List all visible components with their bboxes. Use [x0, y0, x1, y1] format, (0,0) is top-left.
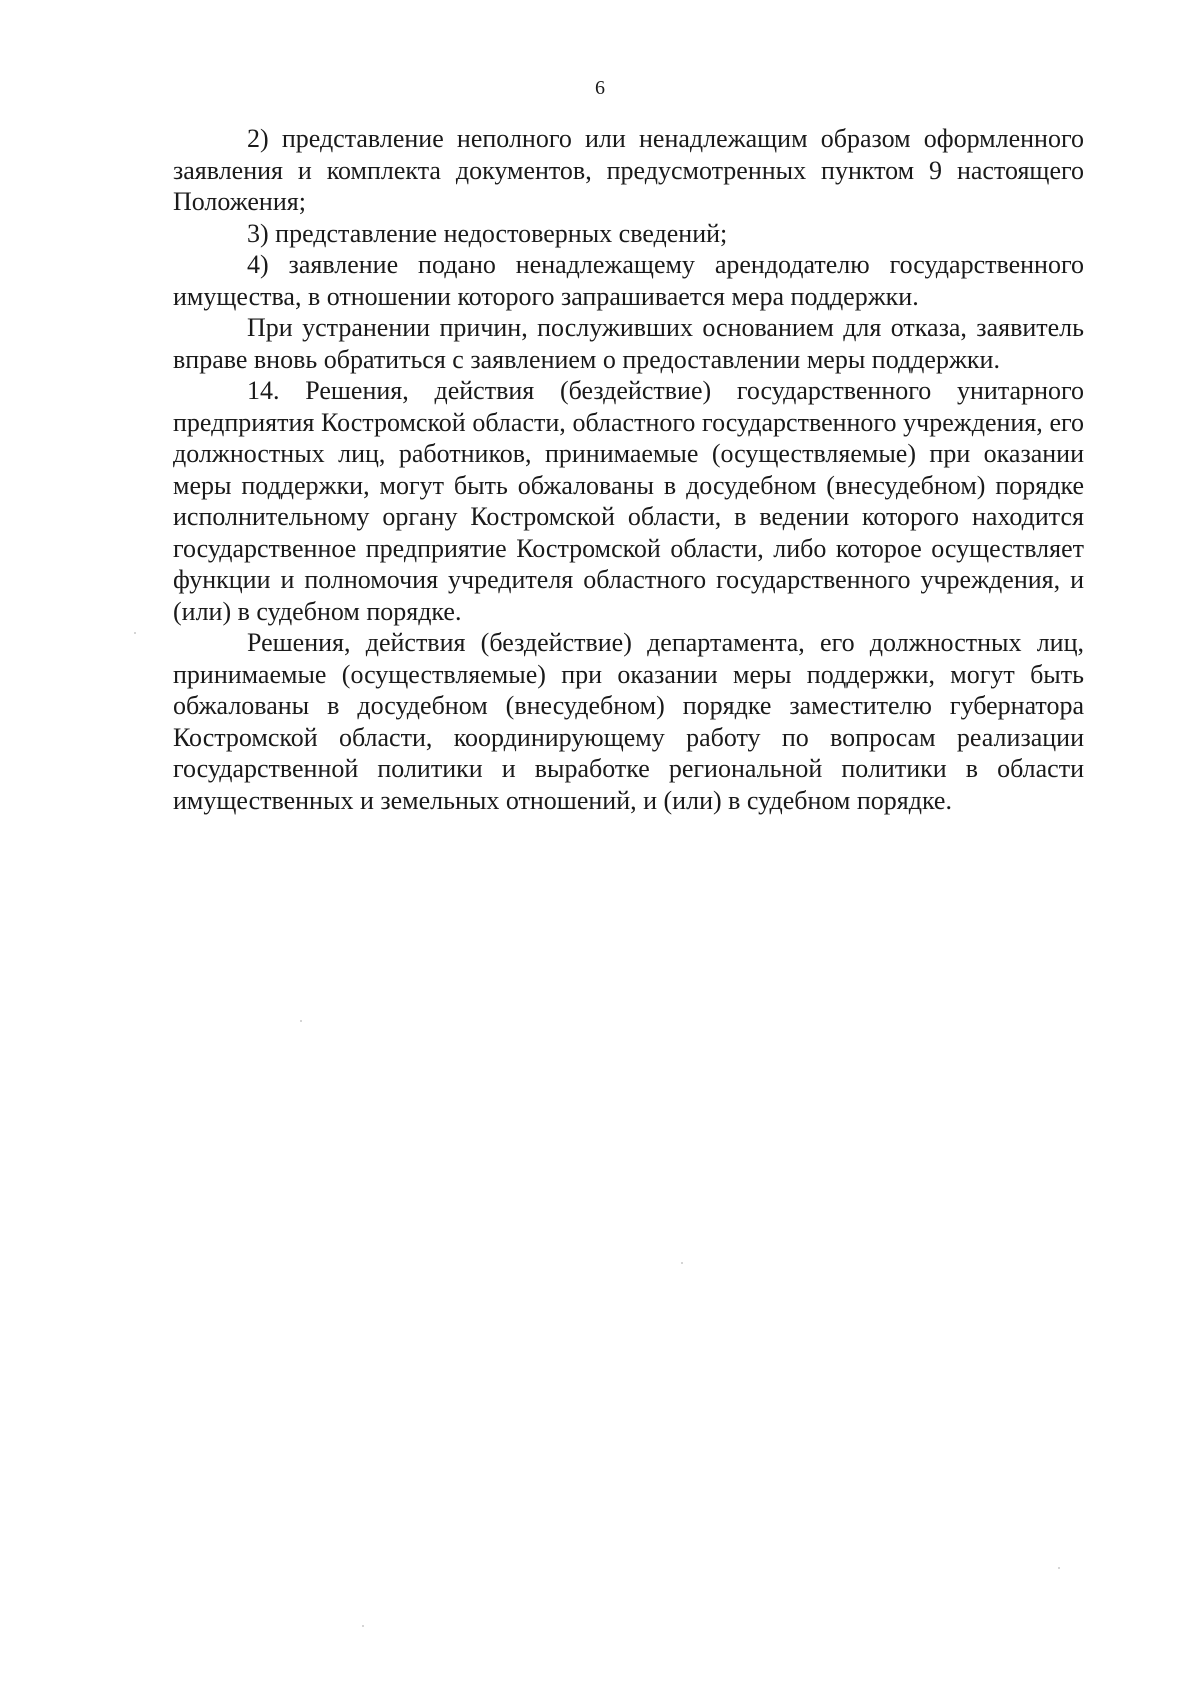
scan-artifact	[134, 632, 136, 634]
page-number: 6	[595, 77, 605, 99]
document-body	[173, 123, 1084, 816]
scan-artifact	[362, 1625, 364, 1627]
scan-artifact	[300, 1020, 302, 1022]
list-item-reason-3: 3) представление недостоверных сведений;	[247, 218, 728, 248]
scan-artifact	[1058, 1567, 1060, 1569]
list-item-reason-2: 2) представление неполного или ненадлежащим образом оформленного заявления и комплекта документов, предусмотренных пунктом 9 настоящего Положения;	[173, 124, 1084, 216]
paragraph-department-appeal: Решения, действия (бездействие) департамента, его должностных лиц, принимаемые (осуществляемые) при оказании меры поддержки, могут быть обжалованы в досудебном (внесудебном) порядке заместителю губернатора Костромской области, координирующему работу по вопросам реализации государственной политики и выработке региональной политики в области имущественных и земельных отношений, и (или) в судебном порядке.	[173, 628, 1084, 815]
paragraph-reapply: При устранении причин, послуживших основанием для отказа, заявитель вправе вновь обратиться с заявлением о предоставлении меры поддержки.	[173, 313, 1084, 374]
list-item-reason-4: 4) заявление подано ненадлежащему арендодателю государственного имущества, в отношении которого запрашивается мера поддержки.	[173, 250, 1084, 311]
scan-artifact	[681, 1262, 683, 1264]
paragraph-section-14: 14. Решения, действия (бездействие) государственного унитарного предприятия Костромской области, областного государственного учреждения, его должностных лиц, работников, принимаемые (осуществляемые) при оказании меры поддержки, могут быть обжалованы в досудебном (внесудебном) порядке исполнительному органу Костромской области, в ведении которого находится государственное предприятие Костромской области, либо которое осуществляет функции и полномочия учредителя областного государственного учреждения, и (или) в судебном порядке.	[173, 376, 1084, 626]
